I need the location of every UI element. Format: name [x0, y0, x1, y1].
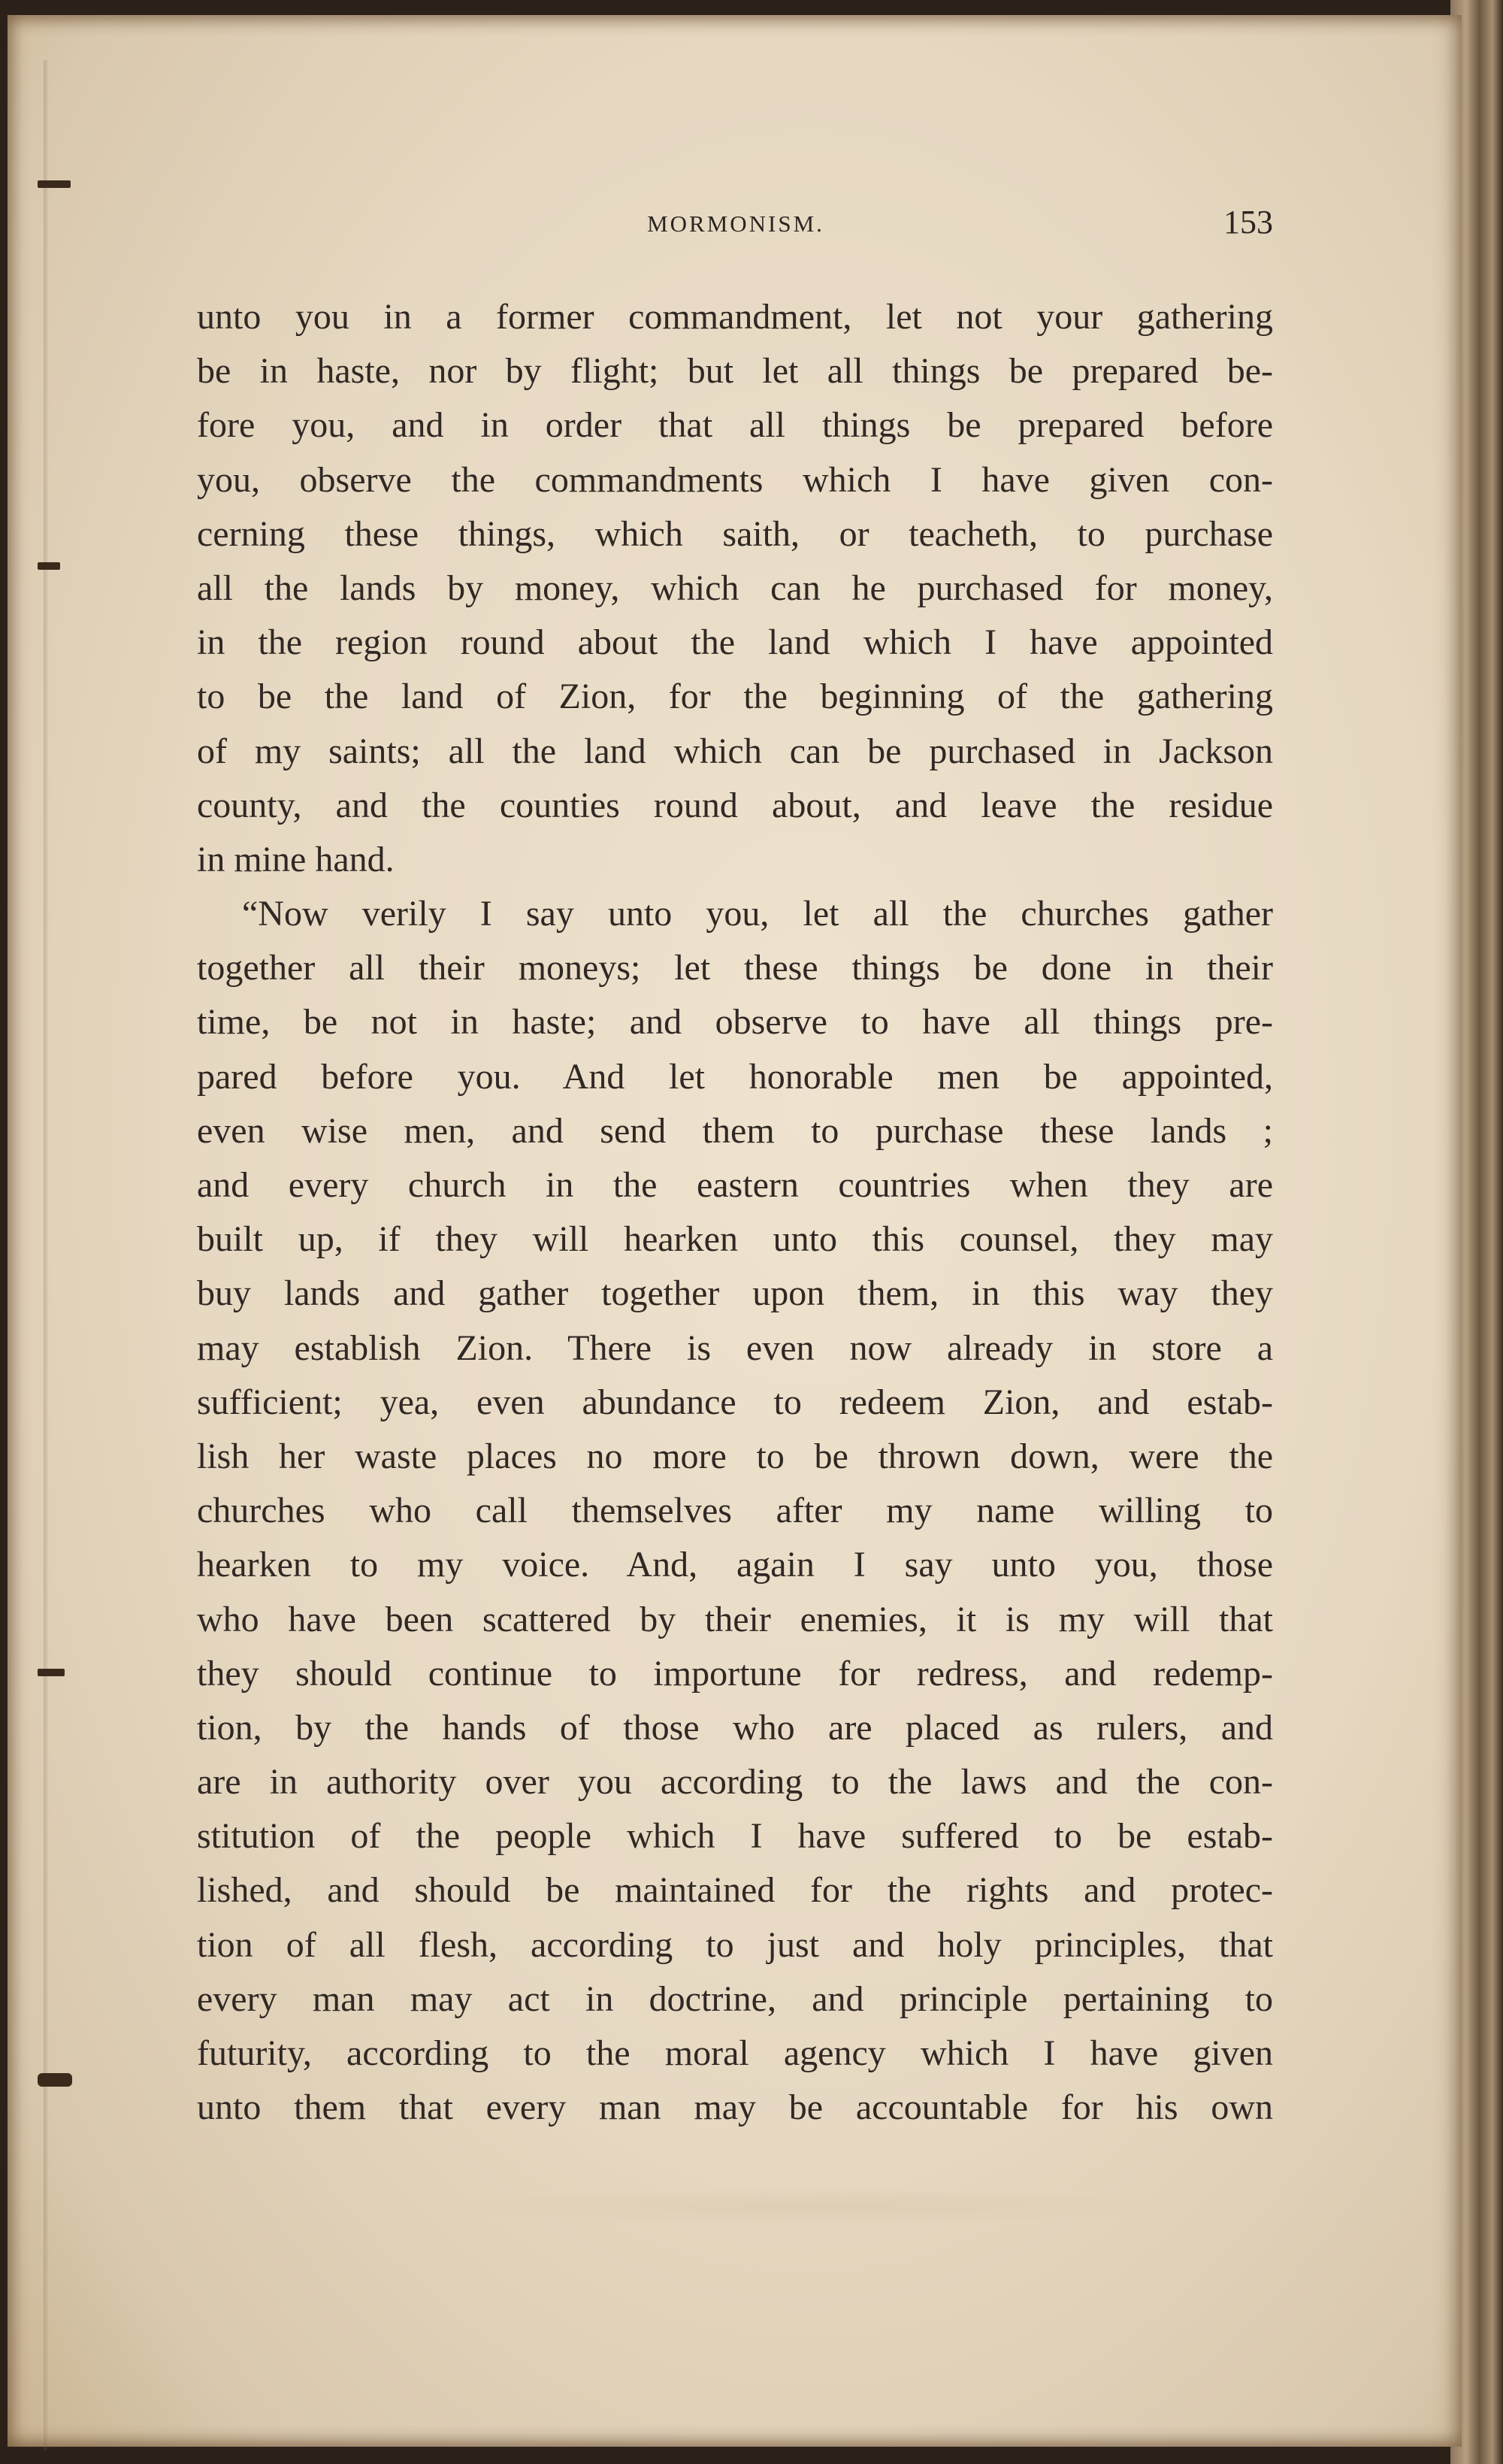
text-line: built up, if they will hearken unto this counsel, they may	[197, 1219, 1273, 1260]
binding-thread-mark	[38, 1669, 65, 1676]
text-line: of my saints; all the land which can be purchased in Jackson	[197, 731, 1273, 771]
text-line: county, and the counties round about, and leave the residue	[197, 785, 1273, 825]
paragraph-start-line: “Now verily I say unto you, let all the churches gather	[242, 894, 1273, 934]
text-line: tion of all flesh, according to just and holy principles, that	[197, 1924, 1273, 1965]
text-line: even wise men, and send them to purchase these lands ;	[197, 1110, 1273, 1151]
text-line: who have been scattered by their enemies, it is my will that	[197, 1599, 1273, 1639]
text-line: fore you, and in order that all things be prepared before	[197, 405, 1273, 446]
text-line: futurity, according to the moral agency which I have given	[197, 2033, 1273, 2073]
text-line: unto them that every man may be accountable for his own	[197, 2087, 1273, 2128]
ink-bleed-through	[443, 2187, 1195, 2225]
text-line: pared before you. And let honorable men be appointed,	[197, 1056, 1273, 1097]
text-line: are in authority over you according to the laws and the con-	[197, 1762, 1273, 1803]
text-line: they should continue to importune for redress, and redemp-	[197, 1653, 1273, 1694]
text-line: together all their moneys; let these things be done in their	[197, 948, 1273, 988]
text-line: in the region round about the land which I have appointed	[197, 622, 1273, 663]
text-line: churches who call themselves after my name willing to	[197, 1491, 1273, 1531]
binding-thread-mark	[38, 2073, 72, 2087]
text-line: unto you in a former commandment, let not your gathering	[197, 297, 1273, 337]
page-number: 153	[1223, 204, 1273, 241]
text-line: hearken to my voice. And, again I say unto you, those	[197, 1545, 1273, 1585]
text-line: to be the land of Zion, for the beginning of the gathering	[197, 677, 1273, 717]
body-text	[197, 290, 1273, 2135]
text-line: be in haste, nor by flight; but let all things be prepared be-	[197, 351, 1273, 392]
text-line: lish her waste places no more to be thrown down, were the	[197, 1436, 1273, 1476]
text-line: you, observe the commandments which I have given con-	[197, 459, 1273, 500]
text-line: stitution of the people which I have suffered to be estab-	[197, 1816, 1273, 1857]
gutter-binding	[44, 60, 48, 2450]
text-line: may establish Zion. There is even now already in store a	[197, 1327, 1273, 1368]
text-line: cerning these things, which saith, or teacheth, to purchase	[197, 513, 1273, 554]
binding-thread-mark	[38, 562, 60, 570]
text-line: time, be not in haste; and observe to have all things pre-	[197, 1002, 1273, 1043]
paragraph-end-line: in mine hand.	[197, 839, 395, 879]
running-title: MORMONISM.	[647, 210, 824, 237]
running-head	[198, 203, 1273, 248]
binding-thread-mark	[38, 180, 71, 188]
text-line: buy lands and gather together upon them, in this way they	[197, 1273, 1273, 1314]
text-line: every man may act in doctrine, and principle pertaining to	[197, 1978, 1273, 2019]
text-line: all the lands by money, which can he purchased for money,	[197, 568, 1273, 608]
text-line: and every church in the eastern countries when they are	[197, 1165, 1273, 1205]
text-line: sufficient; yea, even abundance to redeem Zion, and estab-	[197, 1382, 1273, 1422]
text-line: tion, by the hands of those who are placed as rulers, and	[197, 1707, 1273, 1748]
text-line: lished, and should be maintained for the rights and protec-	[197, 1870, 1273, 1911]
